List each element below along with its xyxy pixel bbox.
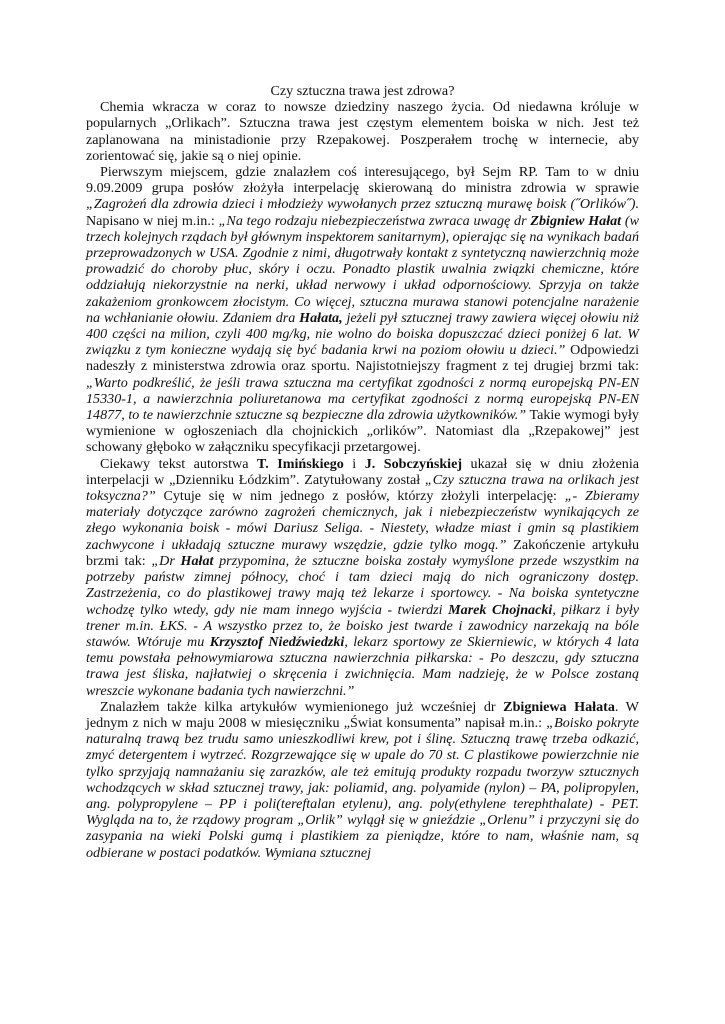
italic-quote-run: (w trzech kolejnych rządach był głównym inspektorem sanitarnym), opierając się na wynikach badań przeprowadzonych w USA. Zgodnie z nimi, długotrwały kontakt z syntetyczną nawierzchnią może prowadzić do choroby płuc, skóry i oczu. Ponadto plastik uwalnia związki chemiczne, które oddziałują niekorzystnie na nerki, układ nerwowy i układ odpornościowy. Sprzyja on także zakażeniom gronkowcem złocistym. Co więcej, sztuczna murawa stanowi potencjalne narażenie na wchłanianie ołowiu. Zdaniem dra xyxy=(86,212,639,326)
text-run: Zakończenie artykułu brzmi tak: xyxy=(86,536,640,569)
document-page xyxy=(86,83,639,861)
italic-quote-run: „Dr xyxy=(151,552,181,569)
italic-quote-run: przypomina, że sztuczne boiska zostały wymyślone przede wszystkim na potrzeby państw zimnej północy, choć i tam dzieci mają do nich ograniczony dostęp. Zastrzeżenia, co do plastikowej trawy mają też lekarze i sportowcy. - Na boiska syntetyczne wchodzę tylko wtedy, gdy nie mam innego wyjścia - twierdzi xyxy=(86,552,639,618)
italic-quote-run: „- Zbieramy materiały dotyczące zarówno zagrożeń chemicznych, jak i niebezpieczeństw wynikających ze złego wykonania boisk - mówi Dariusz Seliga. - Niestety, władze miast i gmin są plastikiem zachwycone i układają sztuczne murawy wszędzie, gdzie tylko mogą.” xyxy=(86,488,640,553)
text-run: Napisano w niej m.in.: xyxy=(86,212,219,229)
text-run: Odpowiedzi nadeszły z ministerstwa zdrowia oraz sportu. Najistotniejszy fragment z tej drugiej brzmi tak: xyxy=(86,342,639,375)
bold-name-run: T. Imińskiego xyxy=(256,455,344,472)
italic-quote-run: jeżeli pył sztucznej trawy zawiera więcej ołowiu niż 400 części na milion, czyli 400 mg/kg, nie wolno do boiska dopuszczać dzieci poniżej 6 lat. W związku z tym konieczne wydają się być badania krwi na poziom ołowiu u dzieci.” xyxy=(86,309,639,359)
bold-italic-name-run: Hałat xyxy=(180,552,214,569)
paragraph-1 xyxy=(86,99,639,164)
bold-italic-name-run: Marek Chojnacki xyxy=(448,601,553,618)
italic-quote-run: , piłkarz i były trener m.in. ŁKS. - A wszystko przez to, że boisko jest twarde i zawodnicy narzekają na bóle stawów. Wtóruje mu xyxy=(86,601,639,650)
text-run: . W jednym z nich w maju 2008 w miesięczniku „Świat konsumenta” napisał m.in.: xyxy=(86,698,639,731)
italic-quote-run: „Czy sztuczna trawa na orlikach jest toksyczna?” xyxy=(86,471,639,505)
text-run: Znalazłem także kilka artykułów wymienionego już wcześniej dr xyxy=(100,698,504,715)
italic-quote-run: „Warto podkreślić, że jeśli trawa sztuczna ma certyfikat zgodności z normą europejską PN-EN 15330-1, a nawierzchnia poliuretanowa ma certyfikat zgodności z normą europejską PN-EN 14877, to te nawierzchnie sztuczne są bezpieczne dla zdrowia użytkowników.” xyxy=(86,374,639,424)
text-run: ukazał się w dniu złożenia interpelacji w „Dzienniku Łódzkim”. Zatytułowany został xyxy=(86,455,640,488)
document-title: Czy sztuczna trawa jest zdrowa? xyxy=(270,83,455,99)
italic-quote-run: , lekarz sportowy ze Skierniewic, w których 4 lata temu powstała pełnowymiarowa sztuczna nawierzchnia piłkarska: - Po deszczu, gdy sztuczna trawa jest śliska, najłatwiej o skręcenia i zwichnięcia. Mam nadzieję, że w Polsce zostaną wreszcie wykonane badania tych nawierzchni.” xyxy=(86,633,639,699)
paragraph-2 xyxy=(86,164,639,456)
bold-italic-name-run: Hałata, xyxy=(299,309,343,326)
text-run: Chemia wkracza w coraz to nowsze dziedziny naszego życia. Od niedawna króluje w popularnych „Orlikach”. Sztuczna trawa jest częstym elementem boiska w nich. Jest też zaplanowana na ministadionie przy Rzepakowej. Poszperałem trochę w internecie, aby zorientować się, jakie są o niej opinie. xyxy=(86,99,639,164)
text-run: Cytuje się w nim jednego z posłów, którzy złożyli interpelację: xyxy=(155,488,565,505)
italic-quote-run: „Zagrożeń dla zdrowia dzieci i młodzieży wywołanych przez sztuczną murawę boisk (˝Orlików˝). xyxy=(86,196,639,213)
document-body xyxy=(86,99,639,861)
text-run: Takie wymogi były wymienione w ogłoszeniach dla chojnickich „orlików”. Natomiast dla „Rzepakowej” jest schowany głęboko w załączniku specyfikacji przetargowej. xyxy=(86,407,639,456)
text-run: i xyxy=(343,455,365,472)
paragraph-3 xyxy=(86,456,639,699)
bold-italic-name-run: Krzysztof Niedźwiedzki xyxy=(209,633,345,650)
text-run: Ciekawy tekst autorstwa xyxy=(100,455,257,472)
text-run: Pierwszym miejscem, gdzie znalazłem coś interesującego, był Sejm RP. Tam to w dniu 9.09.2009 grupa posłów złożyła interpelację skierowaną do ministra zdrowia w sprawie xyxy=(86,164,639,197)
bold-italic-name-run: Zbigniew Hałat xyxy=(530,212,622,229)
italic-quote-run: „Boisko pokryte naturalną trawą bez trudu samo unieszkodliwi krew, pot i ślinę. Sztuczną trawę trzeba odkazić, zmyć detergentem i wytrzeć. Rozgrzewające się w upale do 70 st. C plastikowe powierzchnie nie tylko sprzyjają namnażaniu się zarazków, ale też emitują produkty rozpadu tworzyw sztucznych wchodzących w skład sztucznej trawy, jak: poliamid, ang. polyamide (nylon) – PA, polipropylen, ang. polypropylene – PP i poli(tereftalan etylenu), ang. poly(ethylene terephthalate) - PET. Wygląda na to, że rządowy program „Orlik” wylągł się w gnieździe „Orlenu” i przyczyni się do zasypania na wieki Polski gumą i plastikiem za pieniądze, które to nam, właśnie nam, są odbierane w postaci podatków. Wymiana sztucznej xyxy=(86,714,639,861)
paragraph-4 xyxy=(86,699,639,861)
italic-quote-run: „Na tego rodzaju niebezpieczeństwa zwraca uwagę dr xyxy=(218,212,531,229)
bold-name-run: Zbigniewa Hałata xyxy=(503,698,615,715)
bold-name-run: J. Sobczyńskiej xyxy=(364,455,463,472)
